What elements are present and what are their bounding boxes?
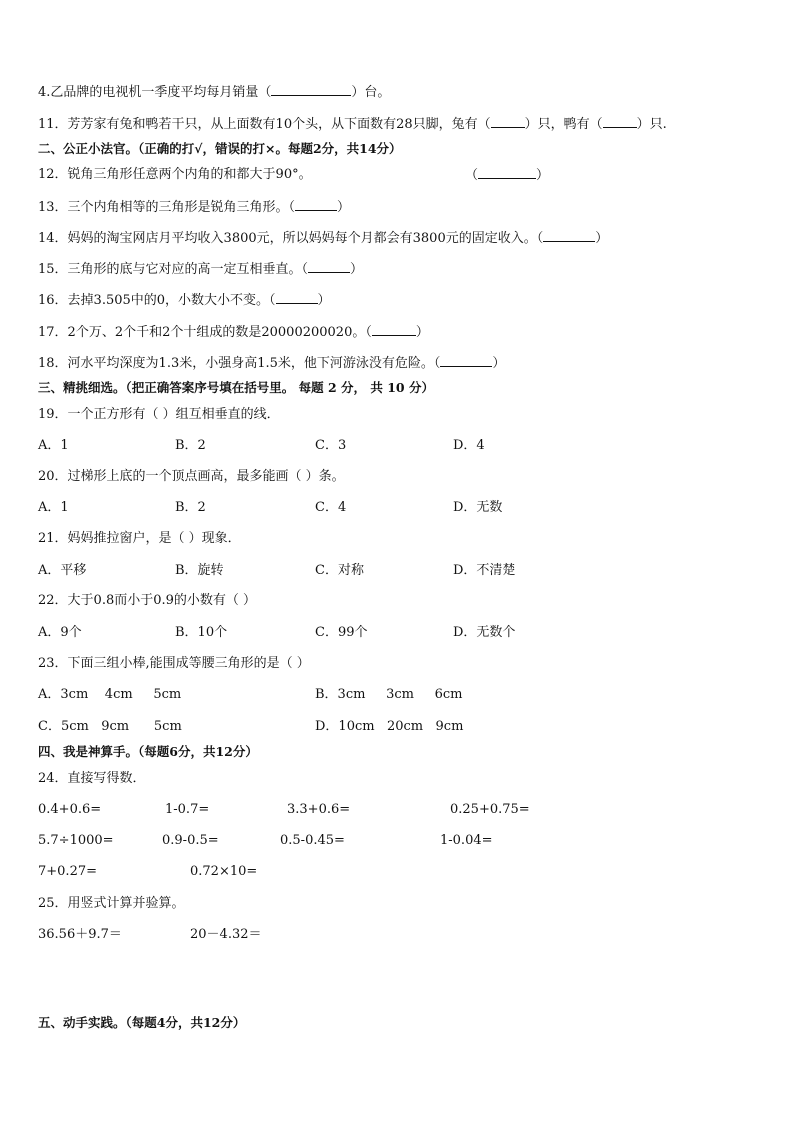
option-a[interactable]: A．1 xyxy=(38,438,69,453)
question-17 xyxy=(38,324,429,341)
calc-item: 1-0.04= xyxy=(440,833,493,848)
question-text: ） xyxy=(492,356,506,371)
question-19: 19．一个正方形有（ ）组互相垂直的线． xyxy=(38,407,280,422)
question-4 xyxy=(38,84,390,101)
answer-blank[interactable] xyxy=(491,116,525,128)
answer-blank[interactable] xyxy=(603,116,637,128)
bracket-open: （ xyxy=(465,168,479,183)
question-24: 24．直接写得数． xyxy=(38,771,146,786)
answer-blank[interactable] xyxy=(478,167,536,179)
question-22: 22．大于0.8而小于0.9的小数有（ ） xyxy=(38,593,257,608)
question-23: 23．下面三组小棒,能围成等腰三角形的是（ ） xyxy=(38,656,310,671)
option-c[interactable]: C．4 xyxy=(315,500,347,515)
question-text: ） xyxy=(337,200,351,215)
question-text: ） xyxy=(350,262,364,277)
question-text: 15．三角形的底与它对应的高一定互相垂直。（ xyxy=(38,262,309,277)
question-16 xyxy=(38,292,331,309)
question-text: 17．2个万、2个千和2个十组成的数是20000200020。（ xyxy=(38,325,372,340)
calc-item: 3.3+0.6= xyxy=(287,802,351,817)
answer-blank[interactable] xyxy=(271,84,351,96)
question-text: ）只，鸭有（ xyxy=(524,117,603,132)
question-text: ）只. xyxy=(636,117,667,132)
calc-item: 0.5-0.45= xyxy=(280,833,345,848)
option-d[interactable]: D．不清楚 xyxy=(453,563,516,578)
section-4-heading: 四、我是神算手。（每题6分，共12分） xyxy=(38,744,258,759)
question-text: ） xyxy=(317,293,331,308)
calc-item: 0.25+0.75= xyxy=(450,802,530,817)
option-b[interactable]: B．旋转 xyxy=(175,563,224,578)
option-a[interactable]: A．9个 xyxy=(38,625,82,640)
question-text: 13．三个内角相等的三角形是锐角三角形。（ xyxy=(38,200,296,215)
option-b[interactable]: B．10个 xyxy=(175,625,228,640)
calc-item: 5.7÷1000= xyxy=(38,833,114,848)
question-21: 21．妈妈推拉窗户，是（ ）现象． xyxy=(38,531,241,546)
option-a[interactable]: A．平移 xyxy=(38,563,87,578)
option-b[interactable]: B．3cm 3cm 6cm xyxy=(315,687,463,702)
bracket-close: ） xyxy=(536,168,550,183)
answer-blank[interactable] xyxy=(308,261,350,273)
section-5-heading: 五、动手实践。（每题4分，共12分） xyxy=(38,1015,246,1030)
question-text: ）台。 xyxy=(351,85,391,100)
option-c[interactable]: C．对称 xyxy=(315,563,364,578)
option-d[interactable]: D．无数 xyxy=(453,500,503,515)
question-text: 14．妈妈的淘宝网店月平均收入3800元，所以妈妈每个月都会有3800元的固定收入。（ xyxy=(38,231,544,246)
question-15 xyxy=(38,261,363,278)
question-12-answer xyxy=(465,167,549,184)
question-text: 12．锐角三角形任意两个内角的和都大于90°。 xyxy=(38,167,312,182)
answer-blank[interactable] xyxy=(276,292,318,304)
option-a[interactable]: A．1 xyxy=(38,500,69,515)
section-2-heading: 二、公正小法官。（正确的打√，错误的打×。每题2分，共14分） xyxy=(38,141,402,156)
question-text: ） xyxy=(595,231,609,246)
calc-item: 1-0.7= xyxy=(165,802,210,817)
option-c[interactable]: C．5cm 9cm 5cm xyxy=(38,719,182,734)
answer-blank[interactable] xyxy=(543,230,595,242)
option-c[interactable]: C．3 xyxy=(315,438,347,453)
question-20: 20．过梯形上底的一个顶点画高，最多能画（ ）条。 xyxy=(38,469,345,484)
question-12 xyxy=(38,167,312,183)
calc-item: 7+0.27= xyxy=(38,864,98,879)
question-text: 11．芳芳家有兔和鸭若干只，从上面数有10个头，从下面数有28只脚，兔有（ xyxy=(38,117,491,132)
option-b[interactable]: B．2 xyxy=(175,438,206,453)
section-3-heading: 三、精挑细选。（把正确答案序号填在括号里。 每题 2 分， 共 10 分） xyxy=(38,380,434,395)
answer-blank[interactable] xyxy=(295,199,337,211)
answer-blank[interactable] xyxy=(440,355,492,367)
question-text: ） xyxy=(415,325,429,340)
calc-item: 0.9-0.5= xyxy=(162,833,219,848)
option-b[interactable]: B．2 xyxy=(175,500,206,515)
question-25: 25．用竖式计算并验算。 xyxy=(38,896,185,911)
question-text: 16．去掉3.505中的0，小数大小不变。（ xyxy=(38,293,276,308)
question-18 xyxy=(38,355,505,372)
question-text: 18．河水平均深度为1.3米，小强身高1.5米，他下河游泳没有危险。（ xyxy=(38,356,441,371)
calc-item: 36.56＋9.7＝ xyxy=(38,927,122,942)
question-13 xyxy=(38,199,350,216)
calc-item: 0.4+0.6= xyxy=(38,802,102,817)
option-a[interactable]: A．3cm 4cm 5cm xyxy=(38,687,182,702)
option-d[interactable]: D．无数个 xyxy=(453,625,516,640)
option-d[interactable]: D．10cm 20cm 9cm xyxy=(315,719,464,734)
option-d[interactable]: D．4 xyxy=(453,438,485,453)
calc-item: 0.72×10= xyxy=(190,864,258,879)
calc-item: 20－4.32＝ xyxy=(190,927,262,942)
option-c[interactable]: C．99个 xyxy=(315,625,368,640)
question-text: 4.乙品牌的电视机一季度平均每月销量（ xyxy=(38,85,272,100)
question-11 xyxy=(38,116,667,133)
answer-blank[interactable] xyxy=(372,324,416,336)
question-14 xyxy=(38,230,608,247)
